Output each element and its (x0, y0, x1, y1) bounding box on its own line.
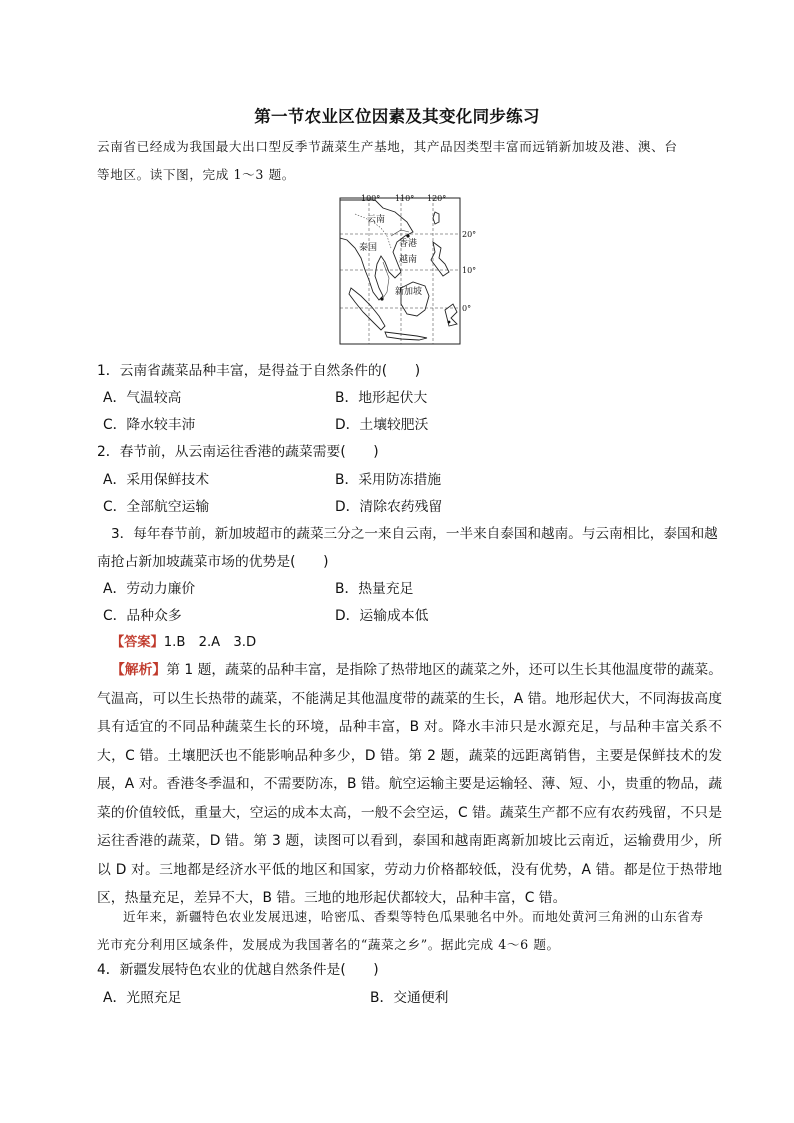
question-2-stem: 2．春节前，从云南运往香港的蔬菜需要( ) (97, 444, 379, 460)
lon-label-100: 100° (361, 194, 381, 203)
intro-1-line-2: 等地区。读下图，完成 1～3 题。 (97, 167, 295, 182)
question-3-stem-line-1: 3．每年春节前，新加坡超市的蔬菜三分之一来自云南，一半来自泰国和越南。与云南相比，泰国和越 (111, 526, 718, 542)
intro-2-line-2: 光市充分利用区域条件，发展成为我国著名的“蔬菜之乡”。据此完成 4～6 题。 (97, 937, 560, 952)
question-1-option-c[interactable]: C．降水较丰沛 (103, 417, 196, 433)
intro-1-line-1: 云南省已经成为我国最大出口型反季节蔬菜生产基地，其产品因类型丰富而远销新加坡及港、澳、台 (97, 139, 678, 154)
question-1-option-a[interactable]: A．气温较高 (103, 390, 182, 406)
question-3-option-c[interactable]: C．品种众多 (103, 608, 182, 624)
question-1-option-b[interactable]: B．地形起伏大 (335, 390, 428, 406)
question-3-option-a[interactable]: A．劳动力廉价 (103, 581, 196, 597)
question-2-option-a[interactable]: A．采用保鲜技术 (103, 472, 210, 488)
analysis-paragraph (97, 656, 722, 913)
singapore-dot (380, 297, 383, 300)
question-4-option-a[interactable]: A．光照充足 (103, 990, 182, 1006)
page-title: 第一节农业区位因素及其变化同步练习 (254, 107, 540, 126)
answer-line (111, 629, 256, 657)
lat-label-20: 20° (462, 230, 477, 239)
island-dot (448, 321, 451, 324)
place-label-hongkong: 香港 (399, 239, 418, 249)
lon-label-110: 110° (395, 194, 415, 203)
question-2-option-b[interactable]: B．采用防冻措施 (335, 472, 442, 488)
question-2-option-c[interactable]: C．全部航空运输 (103, 499, 210, 515)
question-3-stem-line-2: 南抢占新加坡蔬菜市场的优势是( ) (97, 554, 329, 570)
lon-label-120: 120° (427, 194, 447, 203)
question-4-option-b[interactable]: B．交通便利 (370, 990, 449, 1006)
question-3-option-d[interactable]: D．运输成本低 (335, 608, 429, 624)
answer-tag: 【答案】 (111, 635, 164, 650)
place-label-yunnan: 云南 (367, 215, 386, 225)
question-2-option-d[interactable]: D．清除农药残留 (335, 499, 443, 515)
intro-paragraph-2 (97, 903, 722, 959)
southeast-asia-map (335, 192, 483, 350)
question-1-stem: 1．云南省蔬菜品种丰富，是得益于自然条件的( ) (97, 363, 421, 379)
answer-text: 1.B 2.A 3.D (163, 635, 257, 650)
analysis-text: 第 1 题，蔬菜的品种丰富，是指除了热带地区的蔬菜之外，还可以生长其他温度带的蔬菜。气温高，可以生长热带的蔬菜，不能满足其他温度带的蔬菜的生长，A 错。地形起伏大，不同海拔高度具有适宜的不同品种蔬菜生长的环境，品种丰富，B 对。降水丰沛只是水源充足，与品种丰富关系不大，C 错。土壤肥沃也不能影响品种多少，D 错。第 2 题，蔬菜的远距离销售，主要是保鲜技术的发展，A 对。香港冬季温和，不需要防冻，B 错。航空运输主要是运输轻、薄、短、小，贵重的物品，蔬菜的价值较低，重量大，空运的成本太高，一般不会空运，C 错。蔬菜生产都不应有农药残留，不只是运往香港的蔬菜，D 错。第 3 题，读图可以看到，泰国和越南距离新加坡比云南近，运输费用少，所以 D 对。三地都是经济水平低的地区和国家，劳动力价格都较低，没有优势，A 错。都是位于热带地区，热量充足，差异不大，B 错。三地的地形起伏都较大，品种丰富，C 错。 (97, 662, 723, 906)
question-1-option-d[interactable]: D．土壤较肥沃 (335, 417, 429, 433)
analysis-tag: 【解析】 (111, 662, 167, 678)
place-label-singapore: 新加坡 (395, 287, 423, 297)
place-label-vietnam: 越南 (399, 255, 418, 265)
lat-label-10: 10° (462, 266, 477, 275)
place-label-thailand: 泰国 (359, 243, 378, 253)
intro-2-line-1: 近年来，新疆特色农业发展迅速，哈密瓜、香梨等特色瓜果驰名中外。而地处黄河三角洲的山东省寿 (123, 909, 704, 924)
map-background (335, 192, 483, 350)
intro-paragraph-1 (97, 133, 722, 189)
question-3-option-b[interactable]: B．热量充足 (335, 581, 414, 597)
lat-label-0: 0° (462, 304, 472, 313)
question-4-stem: 4．新疆发展特色农业的优越自然条件是( ) (97, 962, 379, 978)
hongkong-dot (406, 234, 409, 237)
